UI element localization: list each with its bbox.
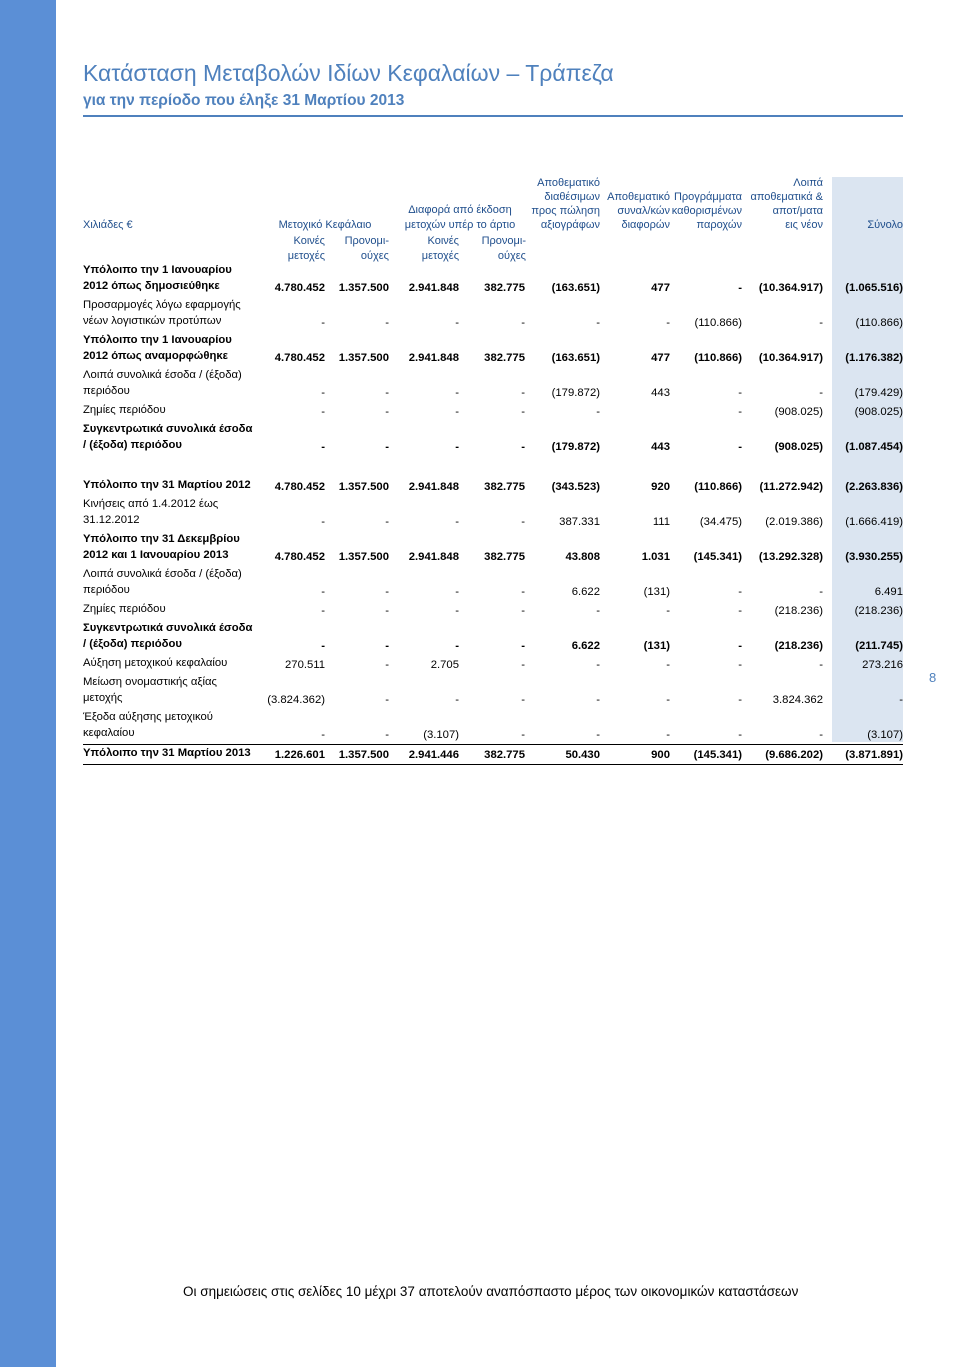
value-cell: - — [521, 387, 525, 399]
value-cell: - — [455, 605, 459, 617]
header-db-l3: παροχών — [696, 219, 742, 231]
value-cell: - — [385, 516, 389, 528]
page-number: 8 — [929, 670, 937, 685]
row-label-line: 2012 και 1 Ιανουαρίου 2013 — [83, 549, 229, 561]
value-cell: - — [455, 640, 459, 652]
value-cell: - — [738, 406, 742, 418]
value-cell: 443 — [651, 441, 670, 453]
value-cell: 4.780.452 — [274, 481, 325, 493]
value-cell: - — [738, 694, 742, 706]
header-pref-l2: ούχες — [360, 250, 389, 262]
value-cell: (2.263.836) — [845, 481, 903, 493]
value-cell: 443 — [651, 387, 670, 399]
value-cell: 6.491 — [874, 586, 903, 598]
value-cell: - — [666, 659, 670, 671]
value-cell: (10.364.917) — [758, 282, 823, 294]
title-rule — [83, 115, 903, 117]
row-label — [83, 709, 265, 745]
value-cell: 900 — [600, 745, 670, 765]
value-cell: 4.780.452 — [274, 352, 325, 364]
header-pref-l1: Προνομι- — [344, 235, 389, 247]
row-label-line: 2012 όπως αναμορφώθηκε — [83, 350, 229, 362]
value-cell: - — [385, 586, 389, 598]
value-cell: 111 — [652, 516, 670, 528]
row-label — [83, 531, 265, 566]
value-cell: - — [321, 586, 325, 598]
value-cell: - — [521, 694, 525, 706]
value-cell: (110.866) — [694, 317, 742, 329]
value-cell: 270.511 — [285, 659, 325, 671]
row-label-line: κεφαλαίου — [83, 727, 135, 739]
value-cell: - — [521, 659, 525, 671]
value-cell: 382.775 — [484, 352, 525, 364]
value-cell: 2.941.848 — [408, 282, 459, 294]
row-label-line: Υπόλοιπο την 31 Μαρτίου 2013 — [83, 747, 251, 759]
table-row — [83, 620, 903, 655]
row-label-line: νέων λογιστικών προτύπων — [83, 315, 222, 327]
value-cell: - — [521, 640, 525, 652]
value-cell: - — [666, 317, 670, 329]
header-afs-l3: προς πώληση — [531, 205, 600, 217]
value-cell: 1.031 — [641, 551, 670, 563]
value-cell: - — [899, 694, 903, 706]
header-other-l1: Λοιπά — [793, 177, 823, 189]
page-subtitle: για την περίοδο που έληξε 31 Μαρτίου 2013 — [83, 92, 405, 109]
value-cell: - — [521, 406, 525, 418]
value-cell: - — [385, 605, 389, 617]
row-label-line: 31.12.2012 — [83, 514, 140, 526]
row-label-line: Ζημίες περιόδου — [83, 404, 166, 416]
row-label-line: περιόδου — [83, 584, 130, 596]
value-cell: - — [321, 729, 325, 741]
value-cell: - — [738, 640, 742, 652]
value-cell — [600, 402, 670, 421]
value-cell: (2.019.386) — [765, 516, 823, 528]
value-cell: (3.107) — [867, 729, 903, 741]
value-cell: (10.364.917) — [758, 352, 823, 364]
header-common-l1: Κοινές — [293, 235, 325, 247]
header-afs-l2: διαθέσιμων — [544, 191, 600, 203]
row-label-line: Υπόλοιπο την 31 Δεκεμβρίου — [83, 533, 240, 545]
value-cell: (131) — [643, 640, 670, 652]
table-row — [83, 601, 903, 620]
header-afs-l4: αξιογράφων — [540, 219, 600, 231]
header-common2-l1: Κοινές — [427, 235, 459, 247]
value-cell: 1.357.500 — [338, 551, 389, 563]
value-cell: - — [385, 317, 389, 329]
value-cell: - — [455, 406, 459, 418]
value-cell: (163.651) — [551, 282, 600, 294]
table-row — [83, 262, 903, 297]
header-afs-l1: Αποθεματικό — [537, 177, 600, 189]
footer-note: Οι σημειώσεις στις σελίδες 10 μέχρι 37 αποτελούν αναπόσπαστο μέρος των οικονομικών καταστάσεων — [183, 1284, 799, 1299]
table-row — [83, 655, 903, 674]
row-label-line: / (έξοδα) περιόδου — [83, 439, 182, 451]
row-label — [83, 402, 265, 421]
table-row — [83, 496, 903, 531]
row-label — [83, 674, 265, 709]
value-cell: - — [596, 605, 600, 617]
value-cell: 50.430 — [525, 745, 600, 765]
row-label — [83, 601, 265, 620]
spacer-row — [83, 456, 903, 477]
table-row — [83, 477, 903, 496]
value-cell: - — [385, 387, 389, 399]
row-label — [83, 421, 265, 456]
value-cell: - — [521, 605, 525, 617]
value-cell: - — [596, 694, 600, 706]
value-cell: - — [455, 387, 459, 399]
value-cell: - — [819, 387, 823, 399]
value-cell: - — [738, 586, 742, 598]
value-cell: - — [385, 406, 389, 418]
value-cell: (908.025) — [774, 441, 823, 453]
value-cell: 1.226.601 — [265, 745, 325, 765]
value-cell: - — [521, 441, 525, 453]
value-cell: 2.941.848 — [408, 352, 459, 364]
row-label — [83, 477, 265, 496]
value-cell: - — [455, 694, 459, 706]
value-cell: - — [819, 729, 823, 741]
value-cell: - — [738, 387, 742, 399]
value-cell: - — [521, 516, 525, 528]
table-row — [83, 332, 903, 367]
header-other-l4: εις νέον — [785, 219, 823, 231]
value-cell: - — [321, 406, 325, 418]
header-fx-l3: διαφορών — [621, 219, 670, 231]
value-cell: (1.087.454) — [845, 441, 903, 453]
row-label-line: Έξοδα αύξησης μετοχικού — [83, 711, 213, 723]
header-common-l2: μετοχές — [287, 250, 325, 262]
value-cell: (908.025) — [774, 406, 823, 418]
value-cell: 2.941.848 — [408, 551, 459, 563]
table-row — [83, 297, 903, 332]
value-cell: - — [455, 317, 459, 329]
value-cell: 382.775 — [484, 481, 525, 493]
value-cell: (145.341) — [693, 551, 742, 563]
row-label — [83, 566, 265, 601]
row-label-line: Συγκεντρωτικά συνολικά έσοδα — [83, 622, 253, 634]
header-other-l3: αποτ/ματα — [772, 205, 823, 217]
value-cell: - — [738, 659, 742, 671]
equity-statement-table — [83, 262, 903, 765]
value-cell: (211.745) — [855, 640, 903, 652]
row-label — [83, 620, 265, 655]
table-row — [83, 367, 903, 402]
value-cell: - — [738, 605, 742, 617]
value-cell: (3.824.362) — [267, 694, 325, 706]
value-cell: (179.429) — [854, 387, 903, 399]
header-fx-l1: Αποθεματικό — [607, 191, 670, 203]
value-cell: - — [321, 516, 325, 528]
value-cell: (1.065.516) — [845, 282, 903, 294]
value-cell: (179.872) — [551, 441, 600, 453]
row-label-line: μετοχής — [83, 692, 123, 704]
value-cell: (110.866) — [855, 317, 903, 329]
value-cell: - — [738, 282, 742, 294]
row-label — [83, 262, 265, 297]
header-other-l2: αποθεματικά & — [750, 191, 823, 203]
value-cell: - — [819, 586, 823, 598]
header-db-l2: καθορισμένων — [671, 205, 742, 217]
row-label-line: Ζημίες περιόδου — [83, 603, 166, 615]
row-label-line: περιόδου — [83, 385, 130, 397]
value-cell: - — [385, 659, 389, 671]
table-row — [83, 745, 903, 765]
value-cell: 1.357.500 — [338, 282, 389, 294]
row-label-line: Προσαρμογές λόγω εφαρμογής — [83, 299, 241, 311]
row-label — [83, 655, 265, 674]
value-cell: (9.686.202) — [742, 745, 823, 765]
value-cell: (11.272.942) — [759, 481, 823, 493]
value-cell: - — [596, 317, 600, 329]
value-cell: - — [596, 406, 600, 418]
row-label-line: Μείωση ονομαστικής αξίας — [83, 676, 217, 688]
value-cell: - — [819, 659, 823, 671]
value-cell: (3.871.891) — [823, 745, 903, 765]
value-cell: (34.475) — [699, 516, 742, 528]
value-cell: 382.775 — [484, 282, 525, 294]
side-band — [0, 0, 56, 1367]
value-cell: 6.622 — [571, 640, 600, 652]
value-cell: - — [321, 317, 325, 329]
header-common2-l2: μετοχές — [421, 250, 459, 262]
value-cell: (1.666.419) — [845, 516, 903, 528]
value-cell: 382.775 — [484, 551, 525, 563]
value-cell: - — [385, 694, 389, 706]
value-cell: - — [455, 586, 459, 598]
value-cell: (145.341) — [670, 745, 742, 765]
value-cell: - — [666, 729, 670, 741]
page-title: Κατάσταση Μεταβολών Ιδίων Κεφαλαίων – Τράπεζα — [83, 60, 614, 86]
value-cell: - — [385, 640, 389, 652]
value-cell: - — [385, 441, 389, 453]
value-cell: (110.866) — [694, 481, 742, 493]
value-cell: - — [596, 659, 600, 671]
value-cell: - — [666, 694, 670, 706]
table-row — [83, 531, 903, 566]
header-fx-l2: συναλ/κών — [617, 205, 670, 217]
table-row — [83, 421, 903, 456]
value-cell: 273.216 — [862, 659, 903, 671]
header-share-capital: Μετοχικό Κεφάλαιο — [278, 219, 372, 231]
value-cell: - — [738, 441, 742, 453]
value-cell: (163.651) — [551, 352, 600, 364]
value-cell: - — [321, 640, 325, 652]
value-cell: - — [321, 605, 325, 617]
table-row — [83, 674, 903, 709]
value-cell: (218.236) — [774, 605, 823, 617]
header-thousands: Χιλιάδες € — [83, 219, 133, 231]
value-cell: - — [455, 516, 459, 528]
value-cell: 1.357.500 — [325, 745, 389, 765]
value-cell: - — [321, 441, 325, 453]
header-pref2-l2: ούχες — [497, 250, 526, 262]
row-label — [83, 367, 265, 402]
row-label-line: Υπόλοιπο την 1 Ιανουαρίου — [83, 264, 232, 276]
value-cell: 1.357.500 — [338, 481, 389, 493]
value-cell: (179.872) — [551, 387, 600, 399]
value-cell: 4.780.452 — [274, 282, 325, 294]
spacer-cell — [83, 456, 903, 477]
row-label — [83, 496, 265, 531]
value-cell: (908.025) — [854, 406, 903, 418]
row-label-line: Κινήσεις από 1.4.2012 έως — [83, 498, 219, 510]
table-body — [83, 262, 903, 765]
value-cell: - — [819, 317, 823, 329]
value-cell: 43.808 — [565, 551, 600, 563]
row-label-line: Λοιπά συνολικά έσοδα / (έξοδα) — [83, 369, 242, 381]
row-label — [83, 745, 265, 765]
row-label-line: 2012 όπως δημοσιεύθηκε — [83, 280, 220, 292]
value-cell: - — [455, 441, 459, 453]
header-total: Σύνολο — [867, 219, 903, 231]
row-label-line: Αύξηση μετοχικού κεφαλαίου — [83, 657, 228, 669]
value-cell: (131) — [643, 586, 670, 598]
row-label-line: Υπόλοιπο την 31 Μαρτίου 2012 — [83, 479, 251, 491]
table-row — [83, 709, 903, 745]
value-cell: 2.941.848 — [408, 481, 459, 493]
row-label — [83, 332, 265, 367]
value-cell: - — [521, 317, 525, 329]
value-cell: 2.705 — [430, 659, 459, 671]
header-share-premium-l2: μετοχών υπέρ το άρτιο — [404, 219, 516, 231]
value-cell: (3.107) — [423, 729, 459, 741]
value-cell: (343.523) — [551, 481, 600, 493]
value-cell: - — [596, 729, 600, 741]
value-cell: (110.866) — [694, 352, 742, 364]
header-db-l1: Προγράμματα — [673, 191, 742, 203]
value-cell: 382.775 — [459, 745, 525, 765]
row-label-line: Λοιπά συνολικά έσοδα / (έξοδα) — [83, 568, 242, 580]
row-label-line: Υπόλοιπο την 1 Ιανουαρίου — [83, 334, 232, 346]
header-share-premium-l1: Διαφορά από έκδοση — [408, 204, 512, 216]
value-cell: - — [521, 729, 525, 741]
value-cell: (218.236) — [854, 605, 903, 617]
value-cell: 1.357.500 — [338, 352, 389, 364]
value-cell: (13.292.328) — [758, 551, 823, 563]
value-cell: (3.930.255) — [845, 551, 903, 563]
value-cell: 3.824.362 — [772, 694, 823, 706]
row-label-line: / (έξοδα) περιόδου — [83, 638, 182, 650]
value-cell: 387.331 — [559, 516, 600, 528]
value-cell: - — [738, 729, 742, 741]
value-cell: 477 — [651, 282, 670, 294]
value-cell: - — [321, 387, 325, 399]
value-cell: - — [666, 605, 670, 617]
value-cell: - — [385, 729, 389, 741]
value-cell: (218.236) — [774, 640, 823, 652]
value-cell: 920 — [651, 481, 670, 493]
row-label — [83, 297, 265, 332]
value-cell: 4.780.452 — [274, 551, 325, 563]
value-cell: 477 — [651, 352, 670, 364]
header-pref2-l1: Προνομι- — [481, 235, 526, 247]
value-cell: 2.941.446 — [389, 745, 459, 765]
row-label-line: Συγκεντρωτικά συνολικά έσοδα — [83, 423, 253, 435]
value-cell: (1.176.382) — [845, 352, 903, 364]
table-row — [83, 402, 903, 421]
value-cell: 6.622 — [571, 586, 600, 598]
table-row — [83, 566, 903, 601]
value-cell: - — [521, 586, 525, 598]
